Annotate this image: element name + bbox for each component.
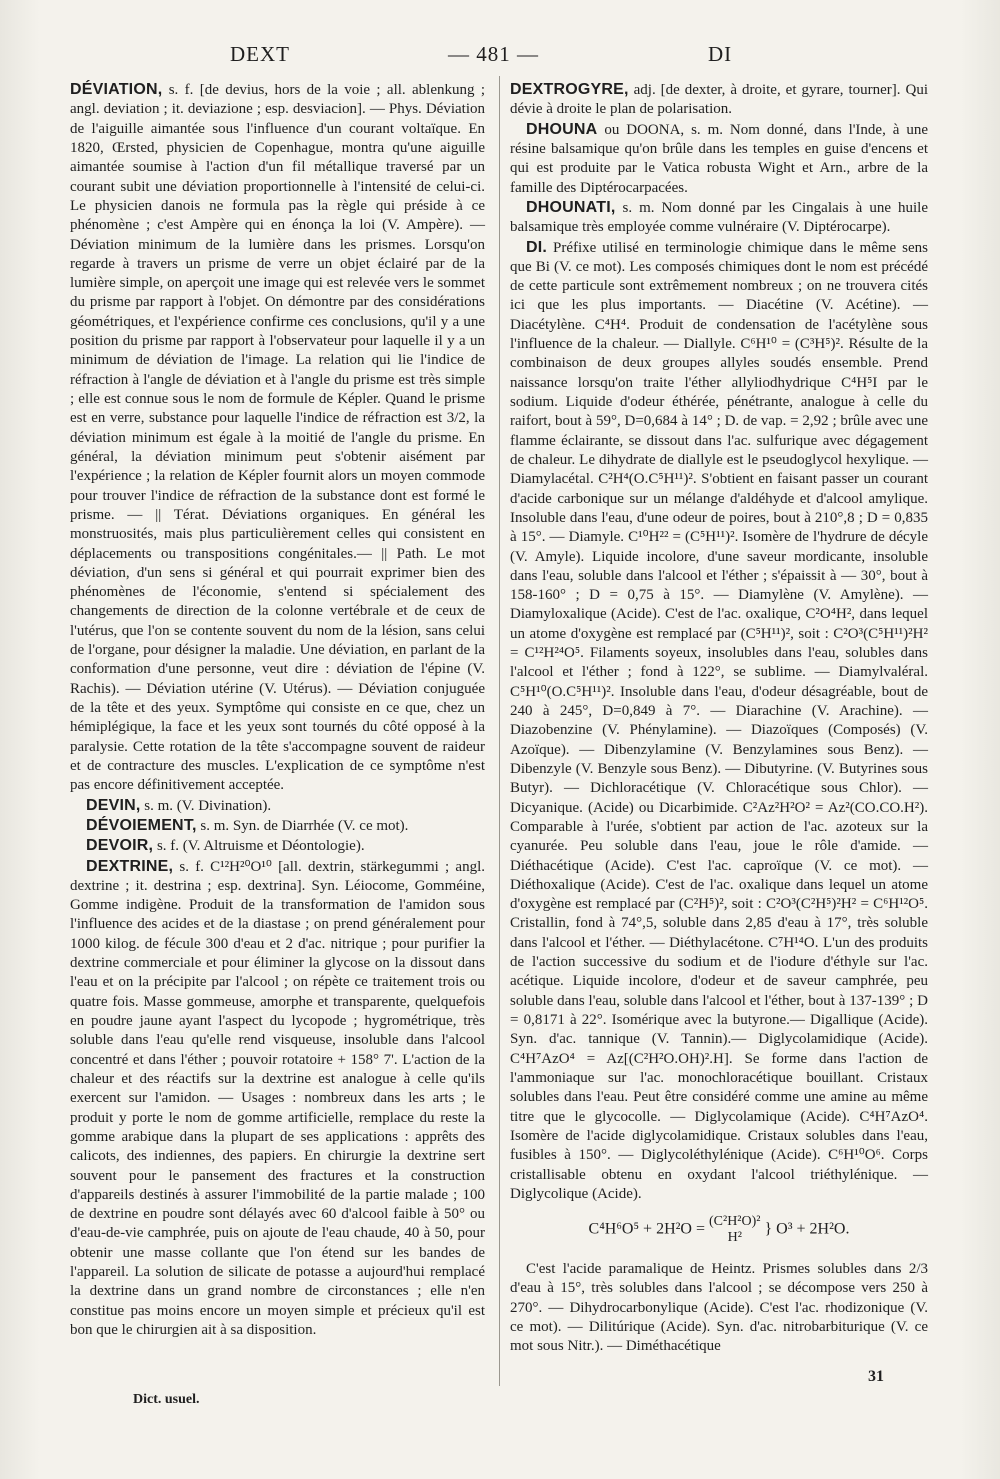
headword: DÉVIATION, [70,81,163,98]
entry-continuation [510,1260,928,1357]
signature-mark: 31 [868,1368,884,1385]
headword: DI. [526,238,548,256]
entry-text: s. m. Syn. de Diarrhée (V. ce mot). [196,817,409,834]
headword: DEVIN, [86,796,141,814]
entry-text: s. f. (V. Altruisme et Déontologie). [153,838,365,855]
equation-fraction-top: (C²H²O)² [709,1214,761,1230]
headword: DEVOIR, [86,837,154,855]
entry-text: ou DOONA, s. m. Nom donné, dans l'Inde, à une résine balsamique qu'on brûle dans les temples en guise d'encens et qui est produite par le Vatica robusta Wight et Arn., arbre de la famille des Diptérocarpacées. [510,121,928,196]
entry-text: Préfixe utilisé en terminologie chimique dans le même sens que Bi (V. ce mot). Les composés chimiques dont le nom est précédé de cette particule sont extrêmement nombreux ; on ne trouvera cités ici que les plus importants. — Diacétine (V. Acétine). — Diacétylène. C⁴H⁴. Produit de condensation de l'acétylène sous l'influence de la chaleur. — Diallyle. C⁶H¹⁰ = (C³H⁵)². Résulte de la combinaison de deux groupes allyles soudés ensemble. Prend naissance lorsqu'on traite l'éther allyliodhydrique C⁴H⁵I par le sodium. Liquide d'odeur éthérée, pénétrante, analogue à celle du raifort, bout à 59°, D=0,684 à 14° ; D. de vap. = 2,92 ; brûle avec une flamme éclairante, se dissout dans l'ac. sulfurique avec dégagement de chaleur. Le dihydrate de diallyle est le pseudoglycol hexylique. — Diamylacétal. C²H⁴(O.C⁵H¹¹)². S'obtient en faisant passer un courant d'acide carbonique sur un mélange d'aldéhyde et d'alcool amylique. Insoluble dans l'eau, d'une odeur de poires, bout à 210°,8 ; D = 0,835 à 15°. — Diamyle. C¹⁰H²² = (C⁵H¹¹)². Isomère de l'hydrure de décyle (V. Amyle). Liquide incolore, d'une saveur mordicante, insoluble dans l'eau, soluble dans l'alcool et l'éther ; s'épaissit à — 30°, bout à 158-160° ; D = 0,75 à 15°. — Diamylène (V. Amylène). — Diamyloxalique (Acide). C'est de l'ac. oxalique, C²O⁴H², dans lequel un atome d'oxygène est remplacé par (C⁵H¹¹)², soit : C²O³(C⁵H¹¹)²H² = C¹²H²⁴O⁵. Filaments soyeux, insolubles dans l'eau, solubles dans l'alcool et l'éther ; fond à 122°, se sublime. — Diamylvaléral. C⁵H¹⁰(O.C⁵H¹¹)². Insoluble dans l'eau, d'odeur désagréable, bout de 240 à 245°, D=0,849 à 7°. — Diarachine (V. Arachine). — Diazobenzine (V. Phénylamine). — Diazoïques (Composés) (V. Azoïque). — Dibenzylamine (V. Benzylamines sous Benz). — Dibenzyle (V. Benzyle sous Benz). — Dibutyrine. (V. Butyrines sous Butyr). — Dichloracétique (V. Chloracétique sous Chlor). — Dicyanique. (Acide) ou Dicarbimide. C²Az²H²O² = Az²(CO.CO.H²). Comparable à l'urée, s'obtient par action de l'ac. azoteux sur la cyanurée. Peu soluble dans l'eau, joue le rôle d'amide. — Diéthacétique (Acide). C'est l'ac. caproïque (V. ce mot). — Diéthoxalique (Acide). C'est de l'ac. oxalique dans lequel un atome d'oxygène est remplacé par (C²H⁵)², soit : C²O³(C²H⁵)²H² = C⁶H¹²O⁵. Cristallin, fond à 74°,5, soluble dans 2,85 d'eau à 17°, très soluble dans l'alcool et l'éther. — Diéthylacétone. C⁷H¹⁴O. L'un des produits de l'action successive du sodium et de l'iodure d'éthyle sur l'ac. acétique. Liquide incolore, d'odeur et de saveur camphrée, peu soluble dans l'eau, soluble dans l'alcool et l'éther, bout à 137-139° ; D = 0,8171 à 22°. Isomérique avec la butyrone.— Digallique (Acide). Syn. d'ac. tannique (V. Tannin).— Diglycolamidique (Acide). C⁴H⁷AzO⁴ = Az[(C²H²O.OH)².H]. Se forme dans l'action de l'ammoniaque sur l'ac. monochloracétique bouillant. Cristaux solubles dans l'eau. Peut être considéré comme une amine au même titre que le glycocolle. — Diglycolamique (Acide). C⁴H⁷AzO⁴. Isomère de l'acide diglycolamidique. Cristaux solubles dans l'eau, fusibles à 150°. — Diglycoléthylénique (Acide). C⁶H¹⁰O⁶. Corps cristallisable obtenu en oxydant l'alcool triéthylénique. — Diglycolique (Acide). [510,239,928,1202]
right-column [510,80,928,1357]
headword: DHOUNATI, [526,198,616,216]
entry-dextrine [70,857,485,1341]
headword: DEXTROGYRE, [510,81,629,98]
entry-text: s. f. C¹²H²⁰O¹⁰ [all. dextrin, stärkegummi ; angl. dextrine ; it. destrina ; esp. dextrina]. Syn. Léiocome, Gomméine, Gomme indigène. Produit de la transformation de l'amidon sous l'influence des acides et de la diastase ; on prend généralement pour 1000 kilog. de fécule 300 d'eau et 2 d'ac. nitrique ; pour purifier la dextrine commerciale et pour éliminer la glycose on la dissout dans l'eau et on la précipite par l'alcool ; on répète ce traitement trois ou quatre fois. Masse gommeuse, amorphe et transparente, quelquefois en poudre jaune ayant l'aspect du lycopode ; hygrométrique, très soluble dans l'eau qu'elle rend visqueuse, insoluble dans l'alcool concentré et dans l'éther ; pouvoir rotatoire + 158° 7'. L'action de la chaleur et des réactifs sur la dextrine est analogue à celle qu'ils exercent sur l'amidon. — Usages : nombreux dans les arts ; le produit y porte le nom de gomme artificielle, remplace du reste la gomme arabique dans la plupart de ses applications : apprêts des calicots, des indiennes, des papiers. En chirurgie la dextrine sert souvent pour le pansement des fractures et la construction d'appareils destinés à assurer l'immobilité de la partie malade ; 100 de dextrine en poudre sont délayés avec 60 d'alcool faible à 50° ou d'eau-de-vie camphrée, puis on ajoute de l'eau chaude, 40 à 50, pour obtenir une masse collante que l'on étend sur les bandes de l'appareil. La solution de silicate de potasse a aujourd'hui remplacé la dextrine dans un grand nombre de circonstances ; elle n'en constitue pas moins encore un moyen simple et précieux qu'il est bon que le chirurgien ait à sa disposition. [70,858,485,1338]
entry-dextrogyre [510,80,928,120]
running-head-left: DEXT [230,42,290,66]
column-divider [499,76,500,1386]
entry-deviation [70,80,485,796]
running-head [80,42,940,72]
entry-dhounati [510,198,928,238]
entry-dhouna [510,120,928,198]
entry-text: C'est l'acide paramalique de Heintz. Prismes solubles dans 2/3 d'eau à 15°, très solubles dans l'alcool ; se décompose vers 250 à 270°. — Dihydrocarbonylique (Acide). C'est l'ac. rhodizonique (V. ce mot). — Dilitúrique (Acide). Syn. d'ac. nitrobarbiturique (V. ce mot sous Nitr.). — Diméthacétique [510,1261,928,1355]
running-head-right: DI [708,42,733,66]
headword: DHOUNA [526,120,598,138]
entry-devoiement [70,816,485,836]
entry-text: s. f. [de devius, hors de la voie ; all. ablenkung ; angl. deviation ; it. deviazione ; esp. desviacion]. — Phys. Déviation de l'aiguille aimantée sous l'influence d'un courant voltaïque. En 1820, Œrsted, physicien de Copenhague, montra qu'une aiguille aimantée soumise à l'action d'un fil métallique traversé par un courant subit une déviation proportionnelle à l'intensité de celui-ci. Le physicien danois ne formula pas la règle qui préside à ce phénomène ; c'est Ampère qui en énonça la loi (V. Ampère). — Déviation minimum de la lumière dans les prismes. Lorsqu'on regarde à travers un prisme de verre un objet éclairé par de la lumière simple, on aperçoit une image qui est relevée vers le sommet du prisme par rapport à l'objet. On démontre par des considérations géométriques, et l'expérience confirme ces conclusions, qu'il y a une position du prisme par rapport à l'observateur pour laquelle il y a un minimum de déviation de l'image. La relation qui lie l'indice de réfraction à l'angle de déviation et à l'angle du prisme est très simple ; elle est connue sous le nom de formule de Képler. Quand le prisme est en verre, substance pour laquelle l'indice de réfraction est 3/2, la déviation minimum est égale à la moitié de l'angle du prisme. En général, la déviation minimum peut s'obtenir aisément par l'expérience ; la relation de Képler fournit alors un moyen commode pour trouver l'indice de réfraction de la substance dont est formé le prisme. — || Térat. Déviations organiques. En général les monstruosités, mais plus particulièrement celles qui consistent en déplacements ou transpositions congénitales.— || Path. Le mot déviation, d'un sens si général et qui pourrait exprimer bien des phénomènes de l'économie, s'entend si spécialement des changements de direction de la colonne vertébrale et de ceux de l'utérus, que l'on se contente souvent du nom de la lésion, sans celui de l'organe, pour désigner la maladie. Une déviation, en parlant de la conformation d'une personne, veut dire : déviation de l'épine (V. Rachis). — Déviation utérine (V. Utérus). — Déviation conjuguée de la tête et des yeux. Symptôme qui consiste en ce que, chez un hémiplégique, la face et les yeux sont tournés du côté opposé à la paralysie. Cette rotation de la tête s'accompagne souvent de raideur et de contracture des muscles. L'explication de ce symptôme n'est pas encore définitivement acceptée. [70,82,485,794]
equation-fraction-bottom: H² [727,1230,742,1246]
entry-text: s. m. Nom donné par les Cingalais à une huile balsamique très employée comme vulnéraire (V. Diptérocarpe). [510,199,928,236]
entry-devoir [70,836,485,856]
page-number: — 481 — [448,42,539,66]
entry-di [510,238,928,1205]
entry-text: s. m. (V. Divination). [140,797,272,814]
equation-fraction [709,1214,760,1246]
equation-rhs: } O³ + 2H²O. [760,1220,850,1238]
headword: DÉVOIEMENT, [86,816,197,834]
equation-lhs: C⁴H⁶O⁵ + 2H²O = [588,1220,709,1238]
entry-devin [70,796,485,816]
left-column [70,80,485,1340]
chemical-equation [510,1214,928,1246]
entry-text: adj. [de dexter, à droite, et gyrare, tourner]. Qui dévie à droite le plan de polarisation. [510,82,928,118]
footer-signature: Dict. usuel. [133,1392,200,1407]
headword: DEXTRINE, [86,857,174,875]
